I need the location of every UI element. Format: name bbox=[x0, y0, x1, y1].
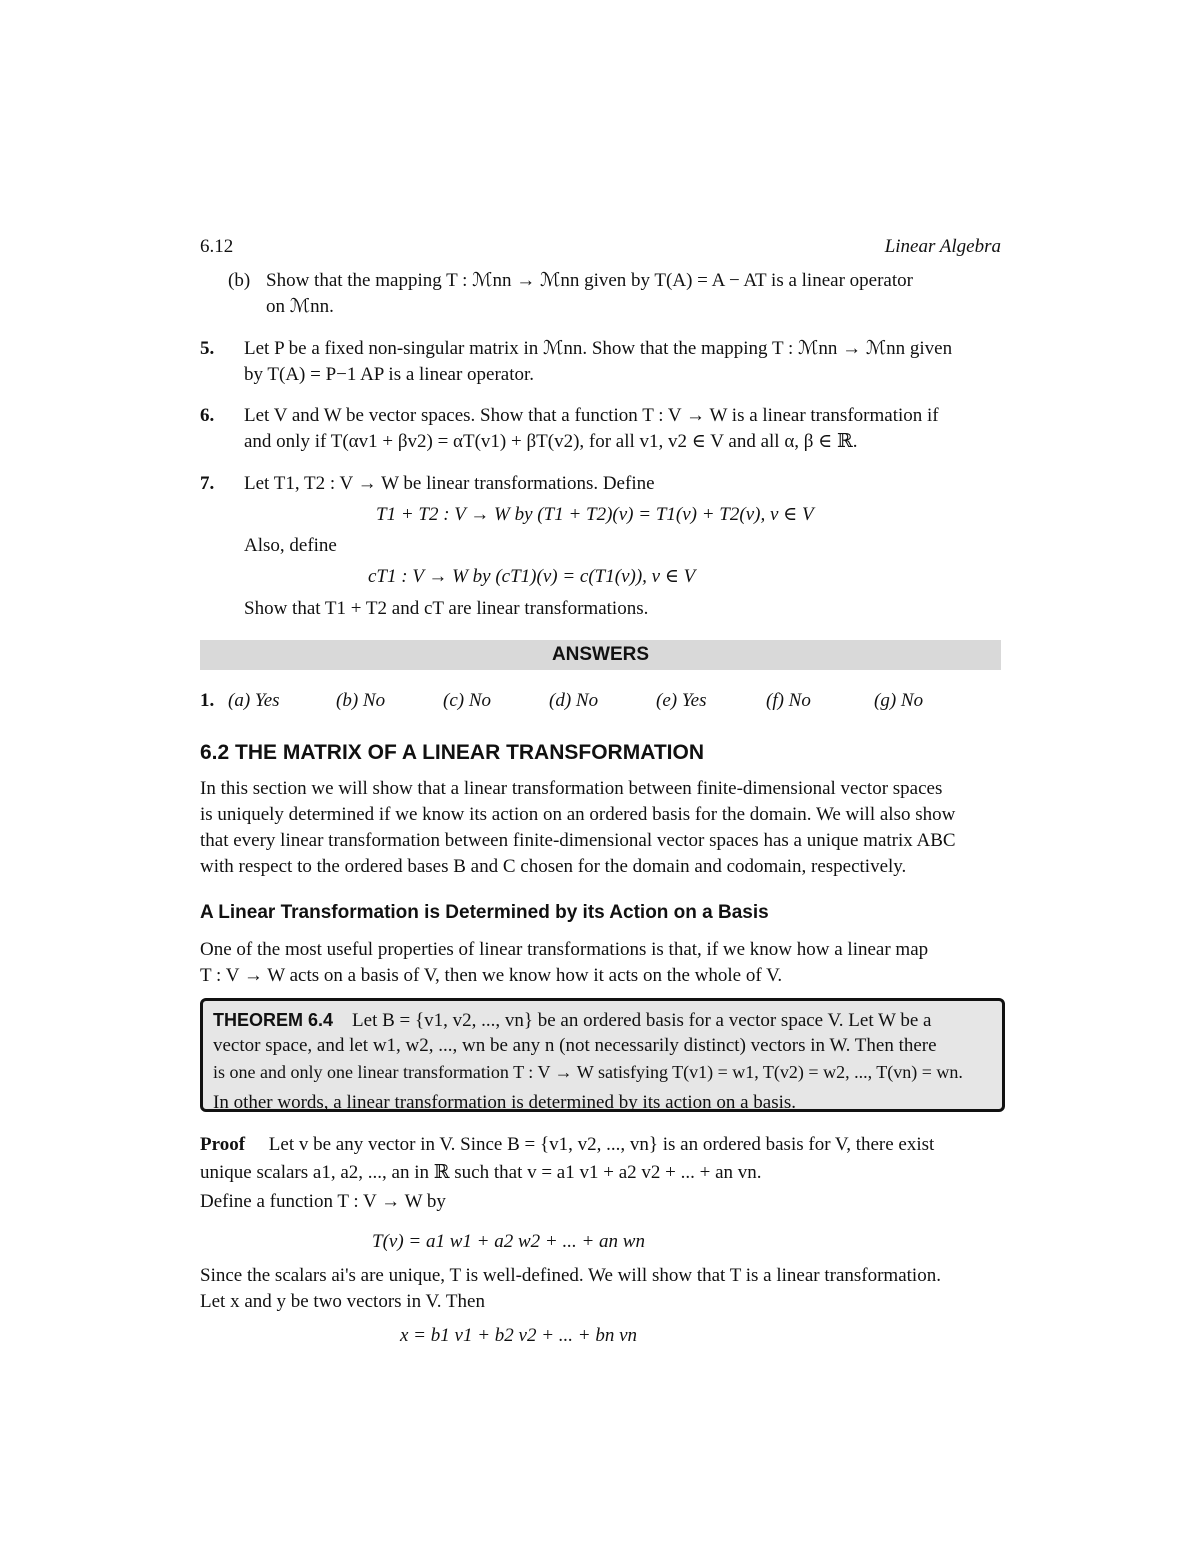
answer-item: (d) No bbox=[549, 690, 599, 711]
answer-item: (f) No bbox=[766, 690, 811, 711]
answer-item: (a) Yes bbox=[228, 690, 280, 711]
proof-line: Let x and y be two vectors in V. Then bbox=[200, 1291, 485, 1312]
theorem-line: vector space, and let w1, w2, ..., wn be any n (not necessarily distinct) vectors in W. Then there bbox=[213, 1035, 937, 1056]
theorem-label: THEOREM 6.4 bbox=[213, 1010, 334, 1030]
section-title: 6.2 THE MATRIX OF A LINEAR TRANSFORMATION bbox=[200, 741, 704, 764]
page-number: 6.12 bbox=[200, 236, 234, 257]
equation: cT1 : V → W by (cT1)(v) = c(T1(v)), v ∈ V bbox=[368, 566, 696, 587]
theorem-line bbox=[213, 1007, 931, 1034]
paragraph-line: One of the most useful properties of linear transformations is that, if we know how a linear map bbox=[200, 939, 929, 960]
proof-line: unique scalars a1, a2, ..., an in ℝ such that v = a1 v1 + a2 v2 + ... + an vn. bbox=[200, 1162, 762, 1183]
exercise-text-line: Show that T1 + T2 and cT are linear transformations. bbox=[244, 598, 649, 619]
proof-label: Proof bbox=[200, 1134, 246, 1155]
subsection-title: A Linear Transformation is Determined by its Action on a Basis bbox=[200, 902, 769, 923]
exercise-text-line: by T(A) = P−1 AP is a linear operator. bbox=[244, 364, 535, 385]
proof-line: Since the scalars ai's are unique, T is well-defined. We will show that T is a linear transformation. bbox=[200, 1265, 941, 1286]
paragraph-line: T : V → W acts on a basis of V, then we know how it acts on the whole of V. bbox=[200, 965, 783, 986]
proof-line: Define a function T : V → W by bbox=[200, 1191, 446, 1212]
answer-item: (g) No bbox=[874, 690, 924, 711]
exercise-text-line: Let T1, T2 : V → W be linear transformations. Define bbox=[244, 473, 655, 494]
answer-item: (b) No bbox=[336, 690, 386, 711]
paragraph-line: is uniquely determined if we know its action on an ordered basis for the domain. We will also show bbox=[200, 804, 956, 825]
exercise-text-line: and only if T(αv1 + βv2) = αT(v1) + βT(v2), for all v1, v2 ∈ V and all α, β ∈ ℝ. bbox=[244, 431, 858, 452]
equation: T(v) = a1 w1 + a2 w2 + ... + an wn bbox=[372, 1231, 645, 1252]
exercise-text-line: on ℳnn. bbox=[266, 296, 334, 317]
theorem-box bbox=[200, 998, 1005, 1112]
exercise-number: 6. bbox=[200, 405, 215, 426]
theorem-line: In other words, a linear transformation is determined by its action on a basis. bbox=[213, 1092, 797, 1113]
exercise-label: (b) bbox=[228, 270, 251, 291]
paragraph-line: In this section we will show that a linear transformation between finite-dimensional vector spaces bbox=[200, 778, 943, 799]
paragraph-line: with respect to the ordered bases B and C chosen for the domain and codomain, respectively. bbox=[200, 856, 907, 877]
paragraph-line: that every linear transformation between finite-dimensional vector spaces has a unique matrix ABC bbox=[200, 830, 956, 851]
theorem-text: Let B = {v1, v2, ..., vn} be an ordered basis for a vector space V. Let W be a bbox=[352, 1010, 932, 1031]
answer-item: (e) Yes bbox=[656, 690, 707, 711]
exercise-number: 7. bbox=[200, 473, 215, 494]
theorem-line: is one and only one linear transformation T : V → W satisfying T(v1) = w1, T(v2) = w2, ..., T(vn) = wn. bbox=[213, 1062, 963, 1082]
equation: T1 + T2 : V → W by (T1 + T2)(v) = T1(v) + T2(v), v ∈ V bbox=[376, 504, 814, 525]
exercise-text-line: Also, define bbox=[244, 535, 337, 556]
exercise-text-line: Let V and W be vector spaces. Show that a function T : V → W is a linear transformation if bbox=[244, 405, 939, 426]
proof-text: Let v be any vector in V. Since B = {v1, v2, ..., vn} is an ordered basis for V, there exist bbox=[268, 1134, 935, 1155]
answer-number: 1. bbox=[200, 690, 215, 711]
equation: x = b1 v1 + b2 v2 + ... + bn vn bbox=[400, 1325, 638, 1346]
running-title: Linear Algebra bbox=[884, 236, 1001, 257]
exercise-number: 5. bbox=[200, 338, 215, 359]
exercise-text-line: Show that the mapping T : ℳnn → ℳnn given by T(A) = A − AT is a linear operator bbox=[266, 270, 913, 291]
proof-line bbox=[200, 1132, 934, 1158]
answers-heading: ANSWERS bbox=[200, 640, 1001, 670]
answer-item: (c) No bbox=[443, 690, 492, 711]
exercise-text-line: Let P be a fixed non-singular matrix in ℳnn. Show that the mapping T : ℳnn → ℳnn given bbox=[244, 338, 953, 359]
